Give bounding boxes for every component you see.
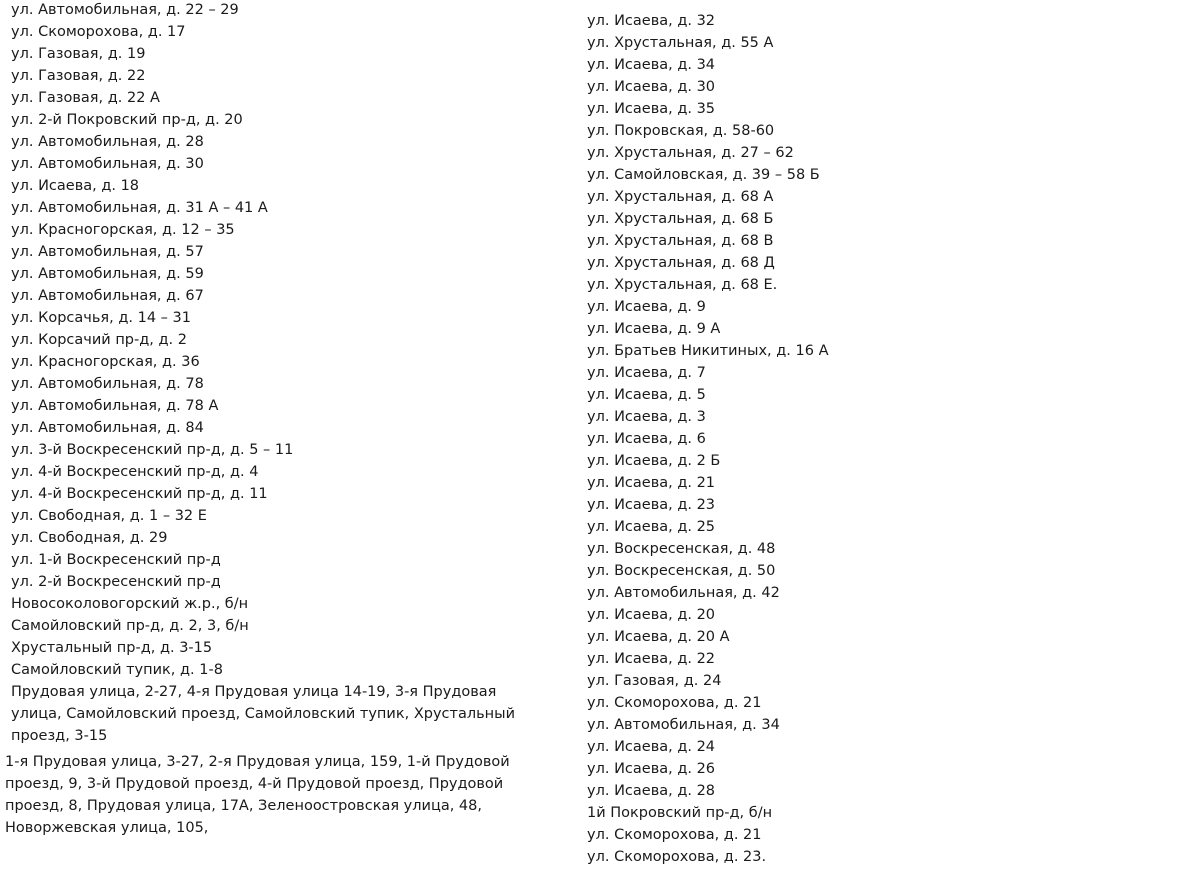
address-list-right xyxy=(587,10,1167,868)
address-item: ул. Свободная, д. 29 xyxy=(11,530,168,546)
address-item: ул. Газовая, д. 22 А xyxy=(11,90,160,106)
address-item: ул. Хрустальная, д. 68 Б xyxy=(587,211,774,227)
address-item: ул. Хрустальная, д. 68 Д xyxy=(587,255,775,271)
address-item: ул. Автомобильная, д. 28 xyxy=(11,134,204,150)
address-item: ул. 4-й Воскресенский пр-д, д. 4 xyxy=(11,464,259,480)
address-item: ул. Исаева, д. 28 xyxy=(587,783,716,799)
address-list-left xyxy=(11,0,571,681)
address-item: ул. Автомобильная, д. 31 А – 41 А xyxy=(11,200,268,216)
address-item: ул. Исаева, д. 32 xyxy=(587,13,716,29)
address-item: ул. Самойловская, д. 39 – 58 Б xyxy=(587,167,820,183)
address-item: ул. Исаева, д. 9 xyxy=(587,299,706,315)
address-item: ул. Газовая, д. 22 xyxy=(11,68,146,84)
address-item: ул. Автомобильная, д. 22 – 29 xyxy=(11,2,239,18)
address-item: ул. Автомобильная, д. 59 xyxy=(11,266,204,282)
address-item: ул. Покровская, д. 58-60 xyxy=(587,123,775,139)
address-item: ул. Скоморохова, д. 21 xyxy=(587,695,762,711)
address-item: ул. Исаева, д. 5 xyxy=(587,387,706,403)
address-item: ул. Газовая, д. 19 xyxy=(11,46,146,62)
address-item: ул. 2-й Воскресенский пр-д xyxy=(11,574,221,590)
address-item: ул. Хрустальная, д. 68 Е. xyxy=(587,277,778,293)
address-item: ул. Исаева, д. 6 xyxy=(587,431,706,447)
address-paragraph-prudovaya: Прудовая улица, 2-27, 4-я Прудовая улица 14-19, 3-я Прудовая улица, Самойловский проезд, Самойловский тупик, Хрустальный проезд, 3-15 xyxy=(11,684,516,744)
address-item: ул. Исаева, д. 25 xyxy=(587,519,716,535)
address-item: ул. 2-й Покровский пр-д, д. 20 xyxy=(11,112,243,128)
address-item: ул. Исаева, д. 23 xyxy=(587,497,716,513)
address-item: ул. Автомобильная, д. 84 xyxy=(11,420,204,436)
address-item: ул. Исаева, д. 34 xyxy=(587,57,716,73)
address-item: Самойловский пр-д, д. 2, 3, б/н xyxy=(11,618,249,634)
address-item: ул. Исаева, д. 20 xyxy=(587,607,716,623)
address-item: ул. 1-й Воскресенский пр-д xyxy=(11,552,221,568)
address-item: ул. Скоморохова, д. 23. xyxy=(587,849,767,865)
address-item: ул. Красногорская, д. 12 – 35 xyxy=(11,222,235,238)
address-item: ул. Скоморохова, д. 21 xyxy=(587,827,762,843)
address-item: ул. Исаева, д. 24 xyxy=(587,739,716,755)
address-item: ул. Исаева, д. 21 xyxy=(587,475,716,491)
address-item: ул. Исаева, д. 18 xyxy=(11,178,140,194)
address-item: Новосоколовогорский ж.р., б/н xyxy=(11,596,249,612)
address-item: ул. Автомобильная, д. 57 xyxy=(11,244,204,260)
address-paragraph-prudovoy: 1-я Прудовая улица, 3-27, 2-я Прудовая улица, 159, 1-й Прудовой проезд, 9, 3-й Прудовой проезд, 4-й Прудовой проезд, Прудовой проезд, 8, Прудовая улица, 17А, Зеленоостровская улица, 48, Новоржевская улица, 105, xyxy=(5,754,510,836)
address-item: 1й Покровский пр-д, б/н xyxy=(587,805,773,821)
address-item: ул. 4-й Воскресенский пр-д, д. 11 xyxy=(11,486,268,502)
address-item: ул. Братьев Никитиных, д. 16 А xyxy=(587,343,829,359)
address-item: ул. Свободная, д. 1 – 32 Е xyxy=(11,508,207,524)
address-item: ул. Автомобильная, д. 34 xyxy=(587,717,780,733)
address-item: ул. Автомобильная, д. 42 xyxy=(587,585,780,601)
address-item: ул. Хрустальная, д. 27 – 62 xyxy=(587,145,794,161)
address-item: ул. Воскресенская, д. 48 xyxy=(587,541,776,557)
address-item: ул. Исаева, д. 9 А xyxy=(587,321,721,337)
address-item: ул. Исаева, д. 20 А xyxy=(587,629,730,645)
address-item: ул. Автомобильная, д. 67 xyxy=(11,288,204,304)
address-item: ул. Исаева, д. 7 xyxy=(587,365,706,381)
address-item: ул. Корсачья, д. 14 – 31 xyxy=(11,310,191,326)
address-item: Хрустальный пр-д, д. 3-15 xyxy=(11,640,213,656)
address-item: ул. Скоморохова, д. 17 xyxy=(11,24,186,40)
address-item: ул. Автомобильная, д. 78 xyxy=(11,376,204,392)
address-item: ул. Воскресенская, д. 50 xyxy=(587,563,776,579)
address-item: ул. 3-й Воскресенский пр-д, д. 5 – 11 xyxy=(11,442,294,458)
address-item: Самойловский тупик, д. 1-8 xyxy=(11,662,223,678)
address-item: ул. Корсачий пр-д, д. 2 xyxy=(11,332,187,348)
address-item: ул. Красногорская, д. 36 xyxy=(11,354,200,370)
address-item: ул. Автомобильная, д. 30 xyxy=(11,156,204,172)
address-item: ул. Хрустальная, д. 68 В xyxy=(587,233,774,249)
address-item: ул. Исаева, д. 26 xyxy=(587,761,716,777)
address-item: ул. Хрустальная, д. 68 А xyxy=(587,189,774,205)
address-item: ул. Исаева, д. 35 xyxy=(587,101,716,117)
address-item: ул. Газовая, д. 24 xyxy=(587,673,722,689)
address-item: ул. Исаева, д. 3 xyxy=(587,409,706,425)
address-item: ул. Хрустальная, д. 55 А xyxy=(587,35,774,51)
address-item: ул. Исаева, д. 2 Б xyxy=(587,453,721,469)
address-item: ул. Исаева, д. 22 xyxy=(587,651,716,667)
address-item: ул. Автомобильная, д. 78 А xyxy=(11,398,219,414)
address-item: ул. Исаева, д. 30 xyxy=(587,79,716,95)
